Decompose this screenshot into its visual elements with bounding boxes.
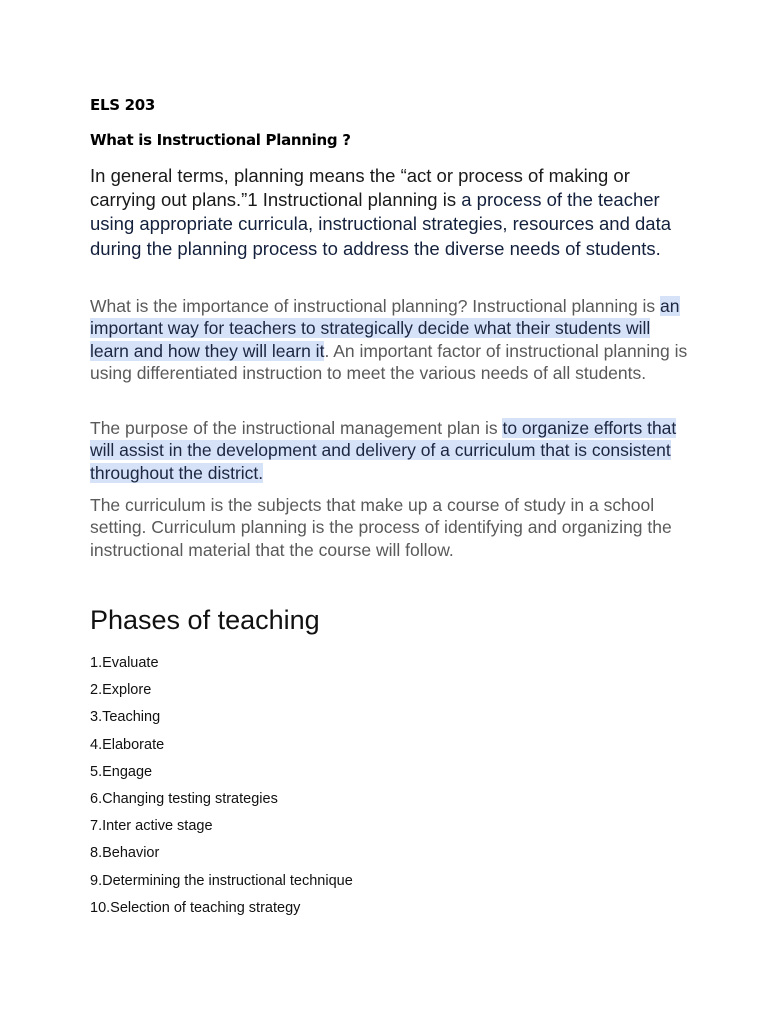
list-item: 2.Explore [90,682,152,699]
curriculum-paragraph: The curriculum is the subjects that make up a course of study in a school setting. Curriculum planning is the process of identifying and organizing the instructional material that the course will follow. [90,495,672,560]
list-item: 9.Determining the instructional technique [90,872,353,889]
intro-text: In general terms, planning means the “act or process of making or carrying out plans.”1 Instructional planning is [90,165,630,211]
phases-list [90,654,353,926]
intro-definition: a process of the teacher using appropriate curricula, instructional strategies, resources and data during the planning process to address the diverse needs of students. [90,189,672,259]
list-item: 8.Behavior [90,845,160,862]
importance-highlight: an important way for teachers to strategically decide what their students will learn and how they will learn it [90,296,680,361]
list-item: 7.Inter active stage [90,818,213,835]
importance-paragraph [90,295,690,385]
list-item: 5.Engage [90,763,153,780]
course-code: ELS 203 [90,96,156,114]
phases-heading: Phases of teaching [90,605,320,635]
list-item: 1.Evaluate [90,655,159,671]
list-item: 6.Changing testing strategies [90,790,278,807]
list-item: 4.Elaborate [90,736,165,753]
intro-paragraph [90,164,690,261]
question-heading: What is Instructional Planning ? [90,131,351,149]
purpose-text: The purpose of the instructional management plan is [90,418,503,438]
list-item: 3.Teaching [90,709,161,726]
purpose-paragraph [90,417,690,484]
importance-text: What is the importance of instructional planning? Instructional planning is [90,296,661,316]
importance-text-rest: . An important factor of instructional planning is using differentiated instruction to meet the various needs of all students. [90,340,688,384]
purpose-highlight: to organize efforts that will assist in the development and delivery of a curriculum that is consistent throughout the district. [90,418,677,483]
list-item: 10.Selection of teaching strategy [90,899,301,916]
